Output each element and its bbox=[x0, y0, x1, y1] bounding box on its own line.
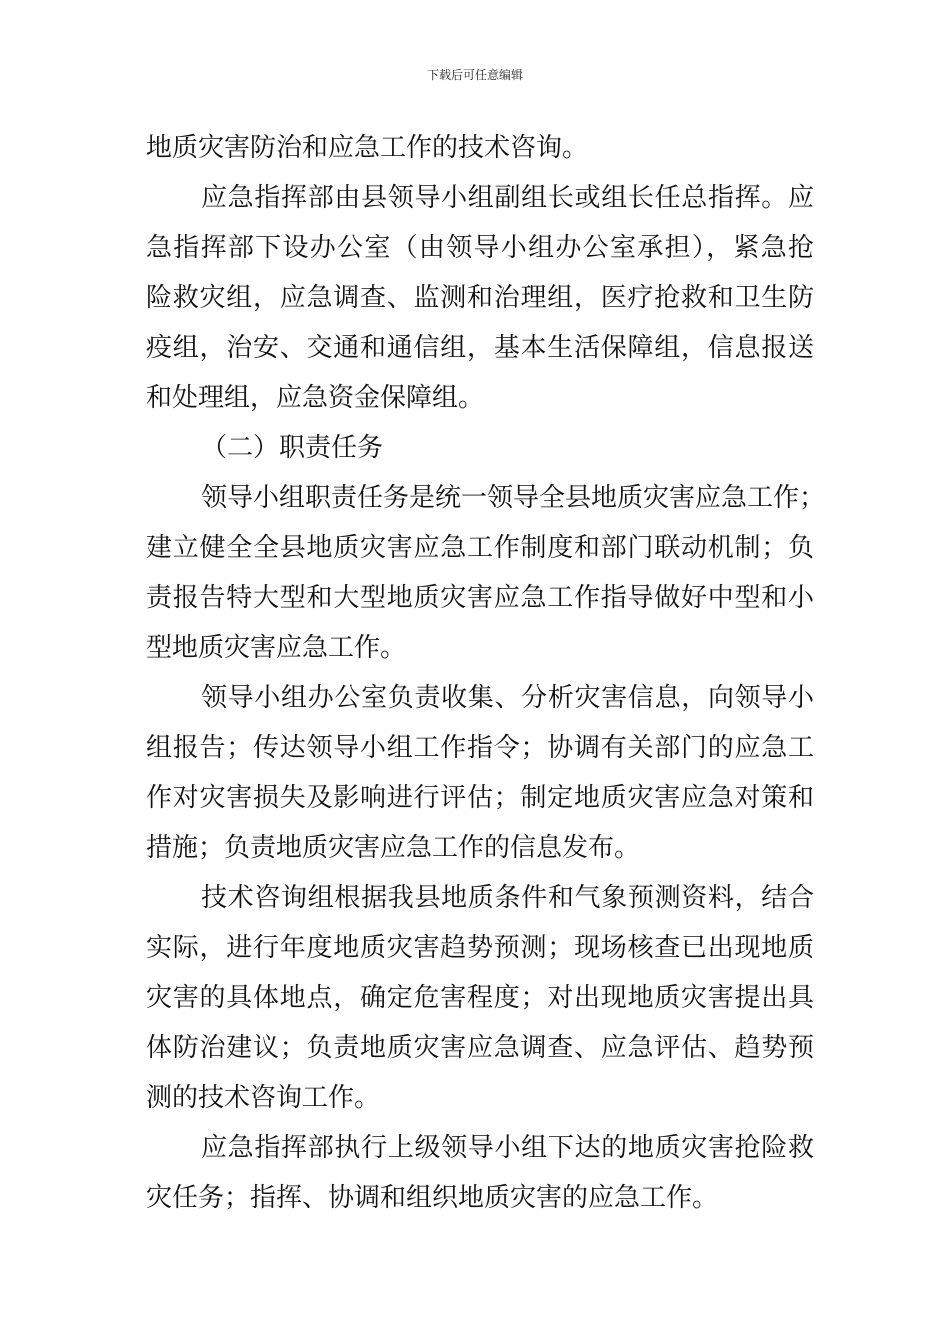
text-line: 灾害的具体地点，确定危害程度；对出现地质灾害提出具 bbox=[146, 983, 814, 1013]
text-line: 作对灾害损失及影响进行评估；制定地质灾害应急对策和 bbox=[146, 783, 814, 813]
text-line: 和处理组，应急资金保障组。 bbox=[146, 383, 485, 413]
paragraph-first-line: 应急指挥部由县领导小组副组长或组长任总指挥。应 bbox=[201, 183, 814, 213]
text-line: 险救灾组，应急调查、监测和治理组，医疗抢救和卫生防 bbox=[146, 283, 814, 313]
page-header-note: 下载后可任意编辑 bbox=[426, 68, 523, 82]
text-line: 地质灾害防治和应急工作的技术咨询。 bbox=[146, 133, 589, 163]
section-heading: （二）职责任务 bbox=[201, 433, 384, 463]
paragraph-first-line: 应急指挥部执行上级领导小组下达的地质灾害抢险救 bbox=[201, 1133, 814, 1163]
paragraph-first-line: 技术咨询组根据我县地质条件和气象预测资料，结合 bbox=[201, 883, 814, 913]
text-line: 急指挥部下设办公室（由领导小组办公室承担），紧急抢 bbox=[146, 233, 814, 263]
text-line: 测的技术咨询工作。 bbox=[146, 1083, 381, 1113]
text-line: 实际，进行年度地质灾害趋势预测；现场核查已出现地质 bbox=[146, 933, 814, 963]
text-line: 灾任务；指挥、协调和组织地质灾害的应急工作。 bbox=[146, 1183, 719, 1213]
text-line: 组报告；传达领导小组工作指令；协调有关部门的应急工 bbox=[146, 733, 814, 763]
text-line: 体防治建议；负责地质灾害应急调查、应急评估、趋势预 bbox=[146, 1033, 814, 1063]
text-line: 疫组，治安、交通和通信组，基本生活保障组，信息报送 bbox=[146, 333, 814, 363]
paragraph-first-line: 领导小组职责任务是统一领导全县地质灾害应急工作； bbox=[201, 483, 826, 513]
text-line: 建立健全全县地质灾害应急工作制度和部门联动机制；负 bbox=[146, 533, 814, 563]
text-line: 型地质灾害应急工作。 bbox=[146, 633, 407, 663]
paragraph-first-line: 领导小组办公室负责收集、分析灾害信息，向领导小 bbox=[201, 683, 814, 713]
text-line: 责报告特大型和大型地质灾害应急工作指导做好中型和小 bbox=[146, 583, 814, 613]
text-line: 措施；负责地质灾害应急工作的信息发布。 bbox=[146, 833, 641, 863]
